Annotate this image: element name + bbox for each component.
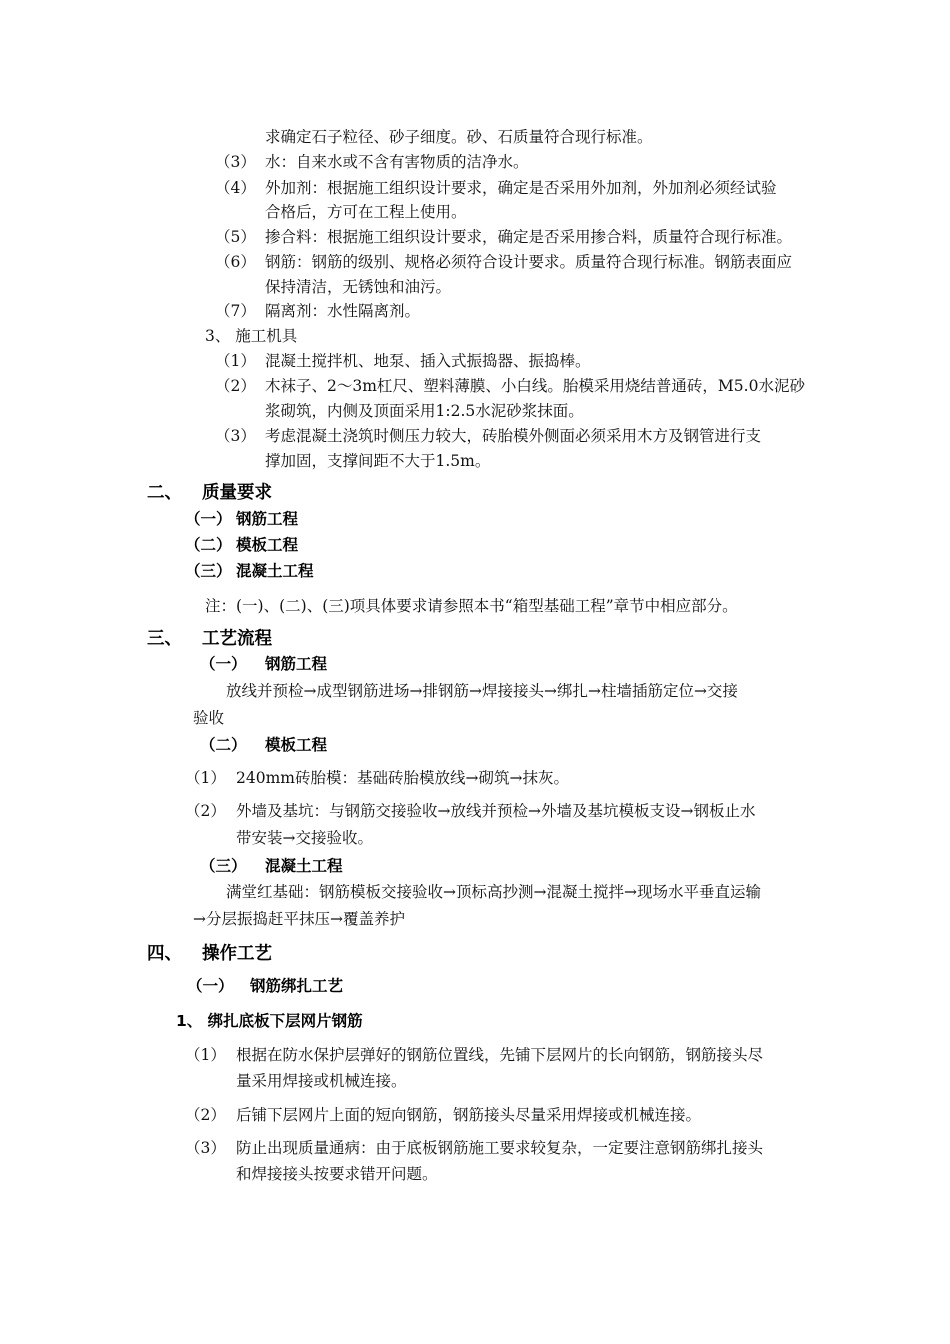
list-number: （3） — [215, 153, 256, 171]
material-continuation-line: 求确定石子粒径、砂子细度。砂、石质量符合现行标准。 — [265, 128, 653, 146]
subsection-heading: 3、 施工机具 — [205, 327, 298, 345]
flow-text: 满堂红基础：钢筋模板交接验收→顶标高抄测→混凝土搅拌→现场水平垂直运输 — [226, 883, 761, 901]
list-item-text: 外墙及基坑：与钢筋交接验收→放线并预检→外墙及基坑模板支设→钢板止水 — [236, 802, 756, 820]
list-item-text: 240mm砖胎模：基础砖胎模放线→砌筑→抹灰。 — [236, 769, 569, 787]
list-item-text: 外加剂：根据施工组织设计要求，确定是否采用外加剂，外加剂必须经试验 — [265, 179, 777, 197]
list-item-text: 掺合料：根据施工组织设计要求，确定是否采用掺合料，质量符合现行标准。 — [265, 228, 793, 246]
list-item-text: 混凝土搅拌机、地泵、插入式振捣器、振捣棒。 — [265, 352, 591, 370]
section-number: 四、 — [147, 944, 182, 964]
item-title: 模板工程 — [236, 536, 299, 554]
list-number: （2） — [185, 1106, 226, 1124]
item-number: （一） — [200, 655, 247, 673]
list-item-text: 根据在防水保护层弹好的钢筋位置线，先铺下层网片的长向钢筋，钢筋接头尽 — [236, 1046, 764, 1064]
item-title: 钢筋工程 — [236, 510, 299, 528]
section-number: 三、 — [147, 629, 182, 649]
list-item-text: 防止出现质量通病：由于底板钢筋施工要求较复杂，一定要注意钢筋绑扎接头 — [236, 1139, 764, 1157]
list-number: （2） — [215, 377, 256, 395]
section-title: 工艺流程 — [202, 629, 272, 649]
section-title: 质量要求 — [202, 483, 272, 503]
list-item-text: 隔离剂：水性隔离剂。 — [265, 302, 421, 320]
list-item-text: 保持清洁，无锈蚀和油污。 — [265, 278, 452, 296]
list-number: （7） — [215, 302, 256, 320]
section-title: 操作工艺 — [202, 944, 272, 964]
list-item-text: 钢筋：钢筋的级别、规格必须符合设计要求。质量符合现行标准。钢筋表面应 — [265, 253, 793, 271]
list-number: （3） — [215, 427, 256, 445]
flow-text: 放线并预检→成型钢筋进场→排钢筋→焊接接头→绑扎→柱墙插筋定位→交接 — [226, 682, 738, 700]
item-title: 混凝土工程 — [236, 562, 314, 580]
list-item-text: 合格后，方可在工程上使用。 — [265, 203, 467, 221]
item-number: （一） — [187, 977, 234, 995]
item-number: （一） — [185, 510, 232, 528]
section-number: 二、 — [147, 483, 182, 503]
note-text: 注：(一)、(二)、(三)项具体要求请参照本书“箱型基础工程”章节中相应部分。 — [205, 597, 738, 615]
list-item-text: 浆砌筑，内侧及顶面采用1:2.5水泥砂浆抹面。 — [265, 402, 584, 420]
flow-text: →分层振捣赶平抹压→覆盖养护 — [193, 910, 405, 928]
list-item-text: 考虑混凝土浇筑时侧压力较大，砖胎模外侧面必须采用木方及钢管进行支 — [265, 427, 762, 445]
list-number: （5） — [215, 228, 256, 246]
item-number: （二） — [185, 536, 232, 554]
list-item-text: 量采用焊接或机械连接。 — [236, 1072, 407, 1090]
item-title: 混凝土工程 — [265, 857, 343, 875]
list-number: （6） — [215, 253, 256, 271]
list-item-text: 带安装→交接验收。 — [236, 829, 373, 847]
list-number: （1） — [215, 352, 256, 370]
subsection-heading: 1、 绑扎底板下层网片钢筋 — [176, 1012, 363, 1030]
flow-text: 验收 — [193, 709, 225, 727]
item-number: （三） — [200, 857, 247, 875]
item-number: （三） — [185, 562, 232, 580]
list-number: （1） — [185, 769, 226, 787]
list-item-text: 和焊接接头按要求错开问题。 — [236, 1165, 438, 1183]
list-item-text: 水：自来水或不含有害物质的洁净水。 — [265, 153, 529, 171]
list-item-text: 后铺下层网片上面的短向钢筋，钢筋接头尽量采用焊接或机械连接。 — [236, 1106, 702, 1124]
item-title: 钢筋工程 — [265, 655, 328, 673]
item-title: 钢筋绑扎工艺 — [250, 977, 344, 995]
list-item-text: 撑加固，支撑间距不大于1.5m。 — [265, 452, 491, 470]
list-number: （4） — [215, 179, 256, 197]
list-number: （2） — [185, 802, 226, 820]
list-item-text: 木袜子、2～3m杠尺、塑料薄膜、小白线。胎模采用烧结普通砖，M5.0水泥砂 — [265, 377, 805, 395]
list-number: （1） — [185, 1046, 226, 1064]
list-number: （3） — [185, 1139, 226, 1157]
item-title: 模板工程 — [265, 736, 328, 754]
item-number: （二） — [200, 736, 247, 754]
